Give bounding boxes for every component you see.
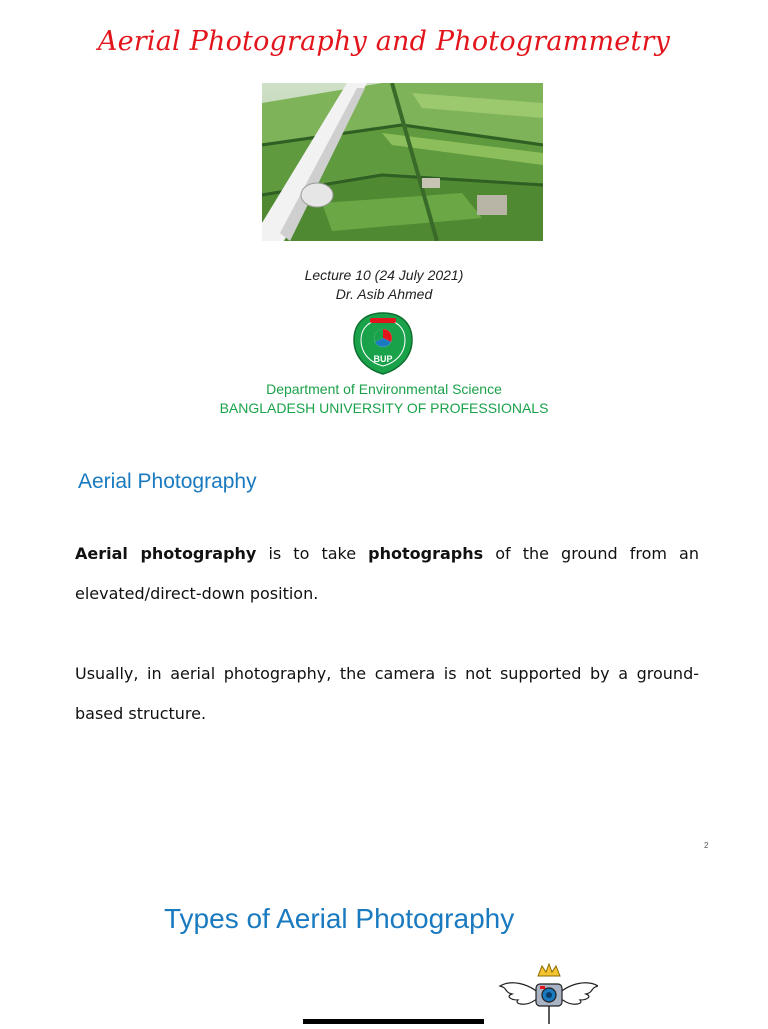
page-number: 2 bbox=[704, 841, 709, 850]
bup-crest-icon bbox=[350, 310, 416, 376]
slide-title: Aerial Photography and Photogrammetry bbox=[97, 26, 671, 57]
section-heading: Aerial Photography bbox=[78, 470, 257, 493]
university-name: BANGLADESH UNIVERSITY OF PROFESSIONALS bbox=[219, 400, 549, 416]
institution-block bbox=[0, 380, 768, 418]
para1-text-1: is to take bbox=[256, 544, 369, 563]
aerial-photo-image bbox=[262, 83, 543, 241]
winged-camera-icon bbox=[498, 962, 598, 1024]
paragraph-definition bbox=[75, 534, 699, 614]
department-name: Department of Environmental Science bbox=[266, 381, 502, 397]
lecture-info bbox=[0, 266, 768, 304]
term-aerial-photography: Aerial photography bbox=[75, 544, 257, 563]
term-photographs: photographs bbox=[368, 544, 484, 563]
aerial-field-illustration bbox=[262, 83, 543, 241]
lecturer-name: Dr. Asib Ahmed bbox=[335, 286, 433, 302]
paragraph-support: Usually, in aerial photography, the camera is not supported by a ground-based structure. bbox=[75, 664, 699, 723]
lecture-date: Lecture 10 (24 July 2021) bbox=[304, 267, 464, 283]
types-heading: Types of Aerial Photography bbox=[164, 903, 515, 934]
logo-text: BUP bbox=[373, 354, 393, 364]
bottom-bar bbox=[303, 1019, 484, 1024]
para1-text-2: of the ground from an elevated/direct-down position. bbox=[75, 544, 699, 603]
